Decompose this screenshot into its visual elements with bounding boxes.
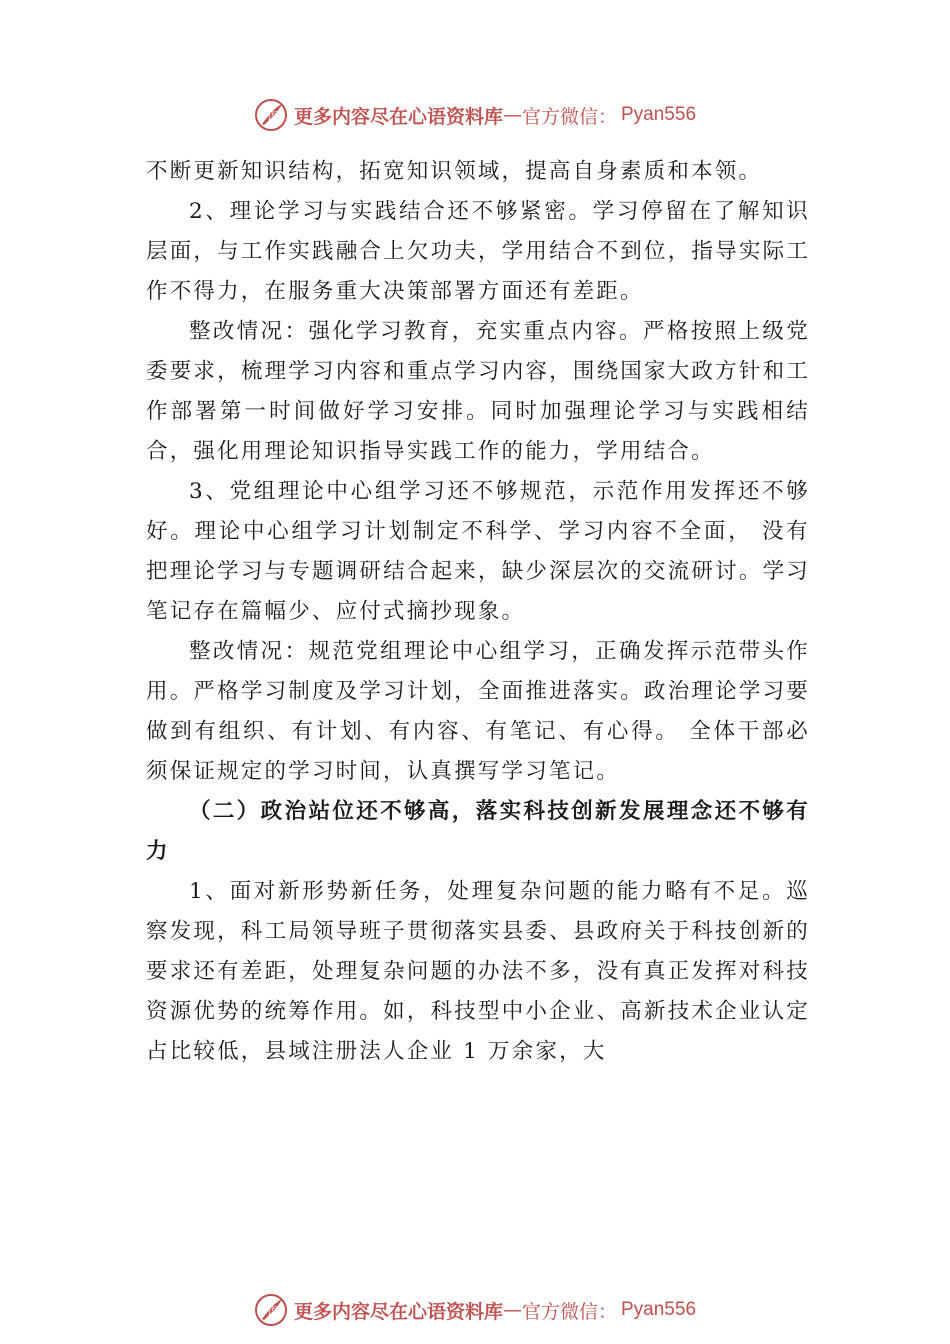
document-body: [146, 152, 810, 1072]
logo-glyph: 语: [266, 110, 278, 123]
paragraph-continuation: 不断更新知识结构，拓宽知识领域，提高自身素质和本领。: [146, 159, 763, 184]
watermark-wechat-label: 官方微信：: [521, 105, 617, 128]
paragraph-section2-item-1: 1、面对新形势新任务，处理复杂问题的能力略有不足。巡察发现，科工局领导班子贯彻落实县委、县政府关于科技创新的要求还有差距，处理复杂问题的办法不多，没有真正发挥对科技资源优势的统筹作用。如，科技型中小企业、高新技术企业认定占比较低，县域注册法人企业 1 万余家，大: [146, 879, 810, 1064]
header-watermark: [0, 95, 950, 135]
paragraph-item-2: 2、理论学习与实践结合还不够紧密。学习停留在了解知识层面，与工作实践融合上欠功夫，学用结合不到位，指导实际工作不得力，在服务重大决策部署方面还有差距。: [146, 199, 810, 304]
quill-logo-icon: [254, 98, 288, 132]
section-heading-2: （二）政治站位还不够高，落实科技创新发展理念还不够有力: [146, 799, 810, 864]
watermark-wechat-id: Pyan556: [621, 1299, 697, 1320]
watermark-wechat-label: 官方微信：: [521, 1300, 617, 1323]
quill-logo-icon: [254, 1293, 288, 1327]
watermark-main-text: 更多内容尽在心语资料库: [293, 105, 503, 128]
watermark-separator: —: [502, 1299, 522, 1321]
logo-glyph: 语: [266, 1305, 278, 1318]
watermark-wechat-id: Pyan556: [621, 104, 697, 125]
paragraph-rectification-1: 整改情况：强化学习教育，充实重点内容。严格按照上级党委要求，梳理学习内容和重点学习内容，围绕国家大政方针和工作部署第一时间做好学习安排。同时加强理论学习与实践相结合，强化用理论知识指导实践工作的能力，学用结合。: [146, 319, 810, 464]
watermark-main-text: 更多内容尽在心语资料库: [293, 1300, 503, 1323]
paragraph-item-3: 3、党组理论中心组学习还不够规范，示范作用发挥还不够好。理论中心组学习计划制定不科学、学习内容不全面， 没有把理论学习与专题调研结合起来，缺少深层次的交流研讨。学习笔记存在篇幅少、应付式摘抄现象。: [146, 479, 810, 624]
paragraph-rectification-2: 整改情况：规范党组理论中心组学习，正确发挥示范带头作用。严格学习制度及学习计划，全面推进落实。政治理论学习要做到有组织、有计划、有内容、有笔记、有心得。 全体干部必须保证规定的学习时间，认真撰写学习笔记。: [146, 639, 810, 784]
footer-watermark: [0, 1290, 950, 1330]
watermark-separator: —: [502, 104, 522, 126]
